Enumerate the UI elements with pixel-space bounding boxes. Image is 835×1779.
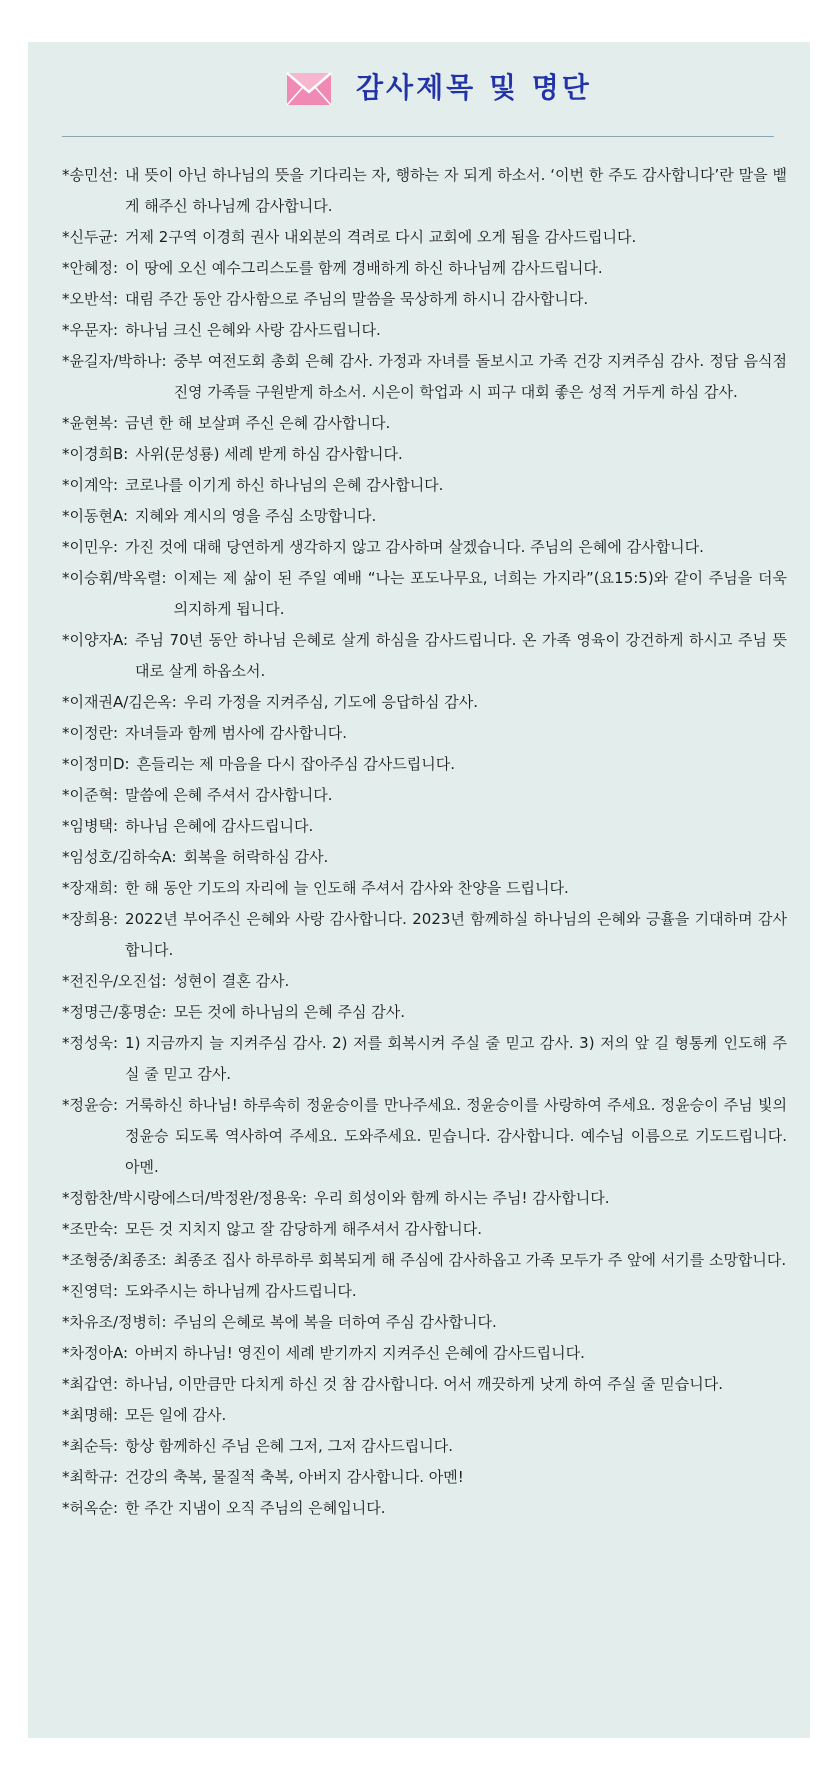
entry-text: 아버지 하나님! 영진이 세례 받기까지 지켜주신 은혜에 감사드립니다.: [135, 1344, 585, 1362]
entry-name: *우문자:: [62, 321, 119, 339]
entry-name: *전진우/오진섭:: [62, 972, 167, 990]
list-item: [62, 501, 787, 532]
list-item: [62, 346, 787, 408]
entry-name: *임성호/김하숙A:: [62, 848, 177, 866]
entry-name: *정윤승:: [62, 1096, 119, 1114]
entry-name: *윤현복:: [62, 414, 119, 432]
entry-text: 내 뜻이 아닌 하나님의 뜻을 기다리는 자, 행하는 자 되게 하소서. ‘이번 한 주도 감사합니다’란 말을 뱉게 해주신 하나님께 감사합니다.: [125, 166, 787, 215]
list-item: [62, 718, 787, 749]
entry-text: 거룩하신 하나님! 하루속히 정윤승이를 만나주세요. 정윤승이를 사랑하여 주세요. 정윤승이 주님 빛의 정윤승 되도록 역사하여 주세요. 도와주세요. 믿습니다. 감사합니다. 예수님 이름으로 기도드립니다. 아멘.: [125, 1096, 787, 1176]
entry-name: *신두균:: [62, 228, 119, 246]
entry-text: 사위(문성룡) 세례 받게 하심 감사합니다.: [135, 445, 403, 463]
entry-text: 코로나를 이기게 하신 하나님의 은혜 감사합니다.: [125, 476, 444, 494]
list-item: [62, 532, 787, 563]
entry-text: 건강의 축복, 물질적 축복, 아버지 감사합니다. 아멘!: [125, 1468, 464, 1486]
entry-text: 흔들리는 제 마음을 다시 잡아주심 감사드립니다.: [136, 755, 455, 773]
list-item: [62, 1028, 787, 1090]
entry-text: 가진 것에 대해 당연하게 생각하지 않고 감사하며 살겠습니다. 주님의 은혜에 감사합니다.: [125, 538, 704, 556]
thanks-panel: [28, 42, 810, 1738]
entry-name: *정함찬/박시랑에스더/박정완/정용욱:: [62, 1189, 308, 1207]
entry-text: 대림 주간 동안 감사함으로 주님의 말씀을 묵상하게 하시니 감사합니다.: [125, 290, 589, 308]
entry-text: 하나님 크신 은혜와 사랑 감사드립니다.: [125, 321, 381, 339]
entry-name: *최순득:: [62, 1437, 119, 1455]
list-item: [62, 1090, 787, 1183]
envelope-icon: [286, 72, 332, 106]
entry-text: 하나님 은혜에 감사드립니다.: [125, 817, 314, 835]
entry-text: 성현이 결혼 감사.: [173, 972, 290, 990]
list-item: [62, 1400, 787, 1431]
list-item: [62, 873, 787, 904]
entry-name: *장재희:: [62, 879, 119, 897]
list-item: [62, 315, 787, 346]
list-item: [62, 1276, 787, 1307]
entry-text: 2022년 부어주신 은혜와 사랑 감사합니다. 2023년 함께하실 하나님의 은혜와 긍휼을 기대하며 감사합니다.: [125, 910, 787, 959]
entry-name: *송민선:: [62, 166, 119, 184]
list-item: [62, 408, 787, 439]
entry-name: *윤길자/박하나:: [62, 352, 167, 370]
entry-text: 한 주간 지냄이 오직 주님의 은혜입니다.: [125, 1499, 386, 1517]
entry-name: *이정란:: [62, 724, 119, 742]
entry-text: 하나님, 이만큼만 다치게 하신 것 참 감사합니다. 어서 깨끗하게 낫게 하여 주실 줄 믿습니다.: [125, 1375, 723, 1393]
entry-name: *정성욱:: [62, 1034, 119, 1052]
list-item: [62, 966, 787, 997]
entry-name: *차정아A:: [62, 1344, 129, 1362]
entry-name: *이정미D:: [62, 755, 130, 773]
entry-name: *이재권A/김은옥:: [62, 693, 177, 711]
entry-name: *조형중/최종조:: [62, 1251, 167, 1269]
list-item: [62, 842, 787, 873]
list-item: [62, 1307, 787, 1338]
list-item: [62, 780, 787, 811]
entry-name: *최갑연:: [62, 1375, 119, 1393]
list-item: [62, 904, 787, 966]
entry-text: 우리 가정을 지켜주심, 기도에 응답하심 감사.: [183, 693, 479, 711]
entry-text: 1) 지금까지 늘 지켜주심 감사. 2) 저를 회복시켜 주실 줄 믿고 감사. 3) 저의 앞 길 형통케 인도해 주실 줄 믿고 감사.: [125, 1034, 787, 1083]
list-item: [62, 1493, 787, 1524]
list-item: [62, 222, 787, 253]
entry-name: *오반석:: [62, 290, 119, 308]
list-item: [62, 749, 787, 780]
list-item: [62, 625, 787, 687]
list-item: [62, 1462, 787, 1493]
page-title: 감사제목 및 명단: [356, 71, 592, 104]
entry-name: *이준혁:: [62, 786, 119, 804]
entry-name: *진영덕:: [62, 1282, 119, 1300]
list-item: [62, 439, 787, 470]
entry-name: *장희용:: [62, 910, 119, 928]
entry-text: 회복을 허락하심 감사.: [183, 848, 329, 866]
entry-text: 모든 것 지치지 않고 잘 감당하게 해주셔서 감사합니다.: [125, 1220, 482, 1238]
list-item: [62, 563, 787, 625]
list-item: [62, 1214, 787, 1245]
thanks-list: [62, 160, 787, 1524]
list-item: [62, 160, 787, 222]
entry-text: 주님 70년 동안 하나님 은혜로 살게 하심을 감사드립니다. 온 가족 영육이 강건하게 하시고 주님 뜻대로 살게 하옵소서.: [135, 631, 787, 680]
entry-text: 최종조 집사 하루하루 회복되게 해 주심에 감사하옵고 가족 모두가 주 앞에 서기를 소망합니다.: [173, 1251, 787, 1269]
entry-text: 항상 함께하신 주님 은혜 그저, 그저 감사드립니다.: [125, 1437, 453, 1455]
list-item: [62, 1369, 787, 1400]
entry-name: *이경희B:: [62, 445, 129, 463]
entry-text: 한 해 동안 기도의 자리에 늘 인도해 주셔서 감사와 찬양을 드립니다.: [125, 879, 569, 897]
entry-name: *이민우:: [62, 538, 119, 556]
list-item: [62, 687, 787, 718]
entry-text: 모든 것에 하나님의 은혜 주심 감사.: [173, 1003, 406, 1021]
entry-text: 우리 희성이와 함께 하시는 주님! 감사합니다.: [314, 1189, 610, 1207]
list-item: [62, 1431, 787, 1462]
entry-name: *정명근/홍명순:: [62, 1003, 167, 1021]
entry-name: *임병택:: [62, 817, 119, 835]
entry-name: *최명해:: [62, 1406, 119, 1424]
entry-text: 자녀들과 함께 범사에 감사합니다.: [125, 724, 347, 742]
entry-text: 지혜와 계시의 영을 주심 소망합니다.: [135, 507, 377, 525]
title-divider: [62, 136, 774, 137]
entry-name: *허옥순:: [62, 1499, 119, 1517]
entry-name: *조만숙:: [62, 1220, 119, 1238]
entry-text: 이 땅에 오신 예수그리스도를 함께 경배하게 하신 하나님께 감사드립니다.: [125, 259, 603, 277]
list-item: [62, 284, 787, 315]
entry-name: *이계악:: [62, 476, 119, 494]
list-item: [62, 470, 787, 501]
entry-text: 주님의 은혜로 복에 복을 더하여 주심 감사합니다.: [173, 1313, 497, 1331]
entry-text: 모든 일에 감사.: [125, 1406, 227, 1424]
list-item: [62, 253, 787, 284]
entry-name: *안혜정:: [62, 259, 119, 277]
entry-name: *최학규:: [62, 1468, 119, 1486]
list-item: [62, 1338, 787, 1369]
entry-name: *이승휘/박옥렬:: [62, 569, 167, 587]
entry-text: 이제는 제 삶이 된 주일 예배 “나는 포도나무요, 너희는 가지라”(요15:5)와 같이 주님을 더욱 의지하게 됩니다.: [173, 569, 787, 618]
entry-text: 금년 한 해 보살펴 주신 은혜 감사합니다.: [125, 414, 391, 432]
list-item: [62, 1183, 787, 1214]
header: [28, 64, 810, 114]
list-item: [62, 811, 787, 842]
entry-text: 도와주시는 하나님께 감사드립니다.: [125, 1282, 357, 1300]
list-item: [62, 997, 787, 1028]
entry-name: *이동현A:: [62, 507, 129, 525]
entry-name: *차유조/정병히:: [62, 1313, 167, 1331]
entry-text: 거제 2구역 이경희 권사 내외분의 격려로 다시 교회에 오게 됨을 감사드립니다.: [125, 228, 637, 246]
list-item: [62, 1245, 787, 1276]
entry-text: 중부 여전도회 총회 은혜 감사. 가정과 자녀를 돌보시고 가족 건강 지켜주심 감사. 정담 음식점 진영 가족들 구원받게 하소서. 시은이 학업과 시 피구 대회 좋은 성적 거두게 하심 감사.: [173, 352, 787, 401]
entry-text: 말씀에 은혜 주셔서 감사합니다.: [125, 786, 333, 804]
entry-name: *이양자A:: [62, 631, 129, 649]
